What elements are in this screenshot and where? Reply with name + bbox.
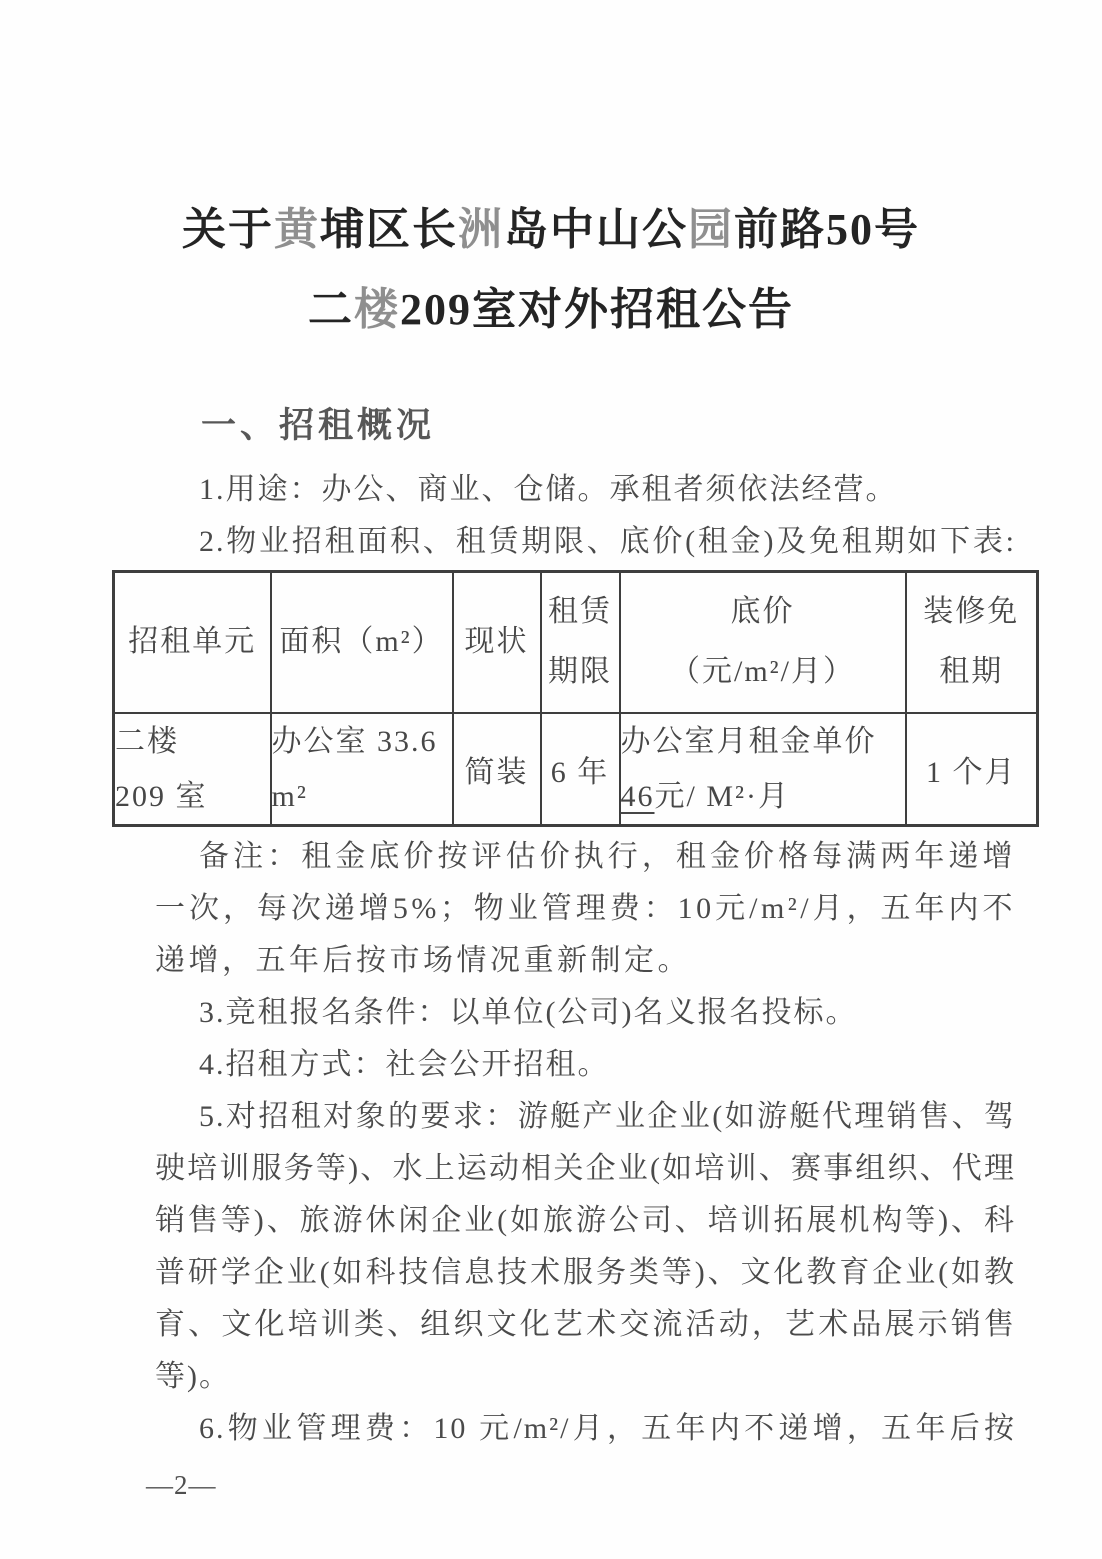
paragraph-usage: 1.用途：办公、商业、仓储。承租者须依法经营。: [199, 473, 898, 506]
header-text: 期限: [548, 655, 612, 689]
header-text: 租期: [939, 655, 1004, 689]
document-body: [115, 404, 1020, 1455]
cell-text: 办公室 33.6: [271, 724, 438, 758]
header-text: 招租单元: [128, 625, 257, 659]
underlined-price-value: 46: [620, 779, 655, 813]
title-segment: 埔区长: [320, 205, 458, 254]
page-number: —2—: [146, 1470, 217, 1500]
col-header-price: [620, 572, 906, 713]
cell-text: 二楼: [115, 724, 179, 758]
cell-text: [621, 769, 905, 824]
table-row: [114, 713, 1038, 826]
header-text: 底价: [730, 595, 795, 629]
cell-text: 209 室: [115, 779, 208, 813]
header-text: 面积（m²）: [279, 625, 444, 659]
title-segment: 前路50号: [734, 205, 920, 254]
title-segment: 209室对外招租公告: [400, 285, 794, 334]
paragraph-lease-method: 4.招租方式：社会公开招租。: [199, 1047, 610, 1081]
cell-text: 办公室月租金单价: [620, 724, 877, 758]
col-header-unit: [114, 572, 271, 713]
title-segment: 黄: [274, 205, 320, 254]
paragraph-tenant-requirements: 5.对招租对象的要求：游艇产业企业(如游艇代理销售、驾驶培训服务等)、水上运动相关企业(如培训、赛事组织、代理销售等)、旅游休闲企业(如旅游公司、培训拓展机构等)、科普研学企业(如科技信息技术服务类等)、文化教育企业(如教育、文化培训类、组织文化艺术交流活动，艺术品展示销售等)。: [155, 1099, 1016, 1393]
cell-area: [271, 713, 453, 826]
cell-status: 简装: [453, 713, 541, 826]
col-header-area: [271, 572, 453, 713]
price-unit-text: 元/ M²·月: [654, 779, 790, 813]
paragraph-management-fee: 6.物业管理费：10 元/m²/月，五年内不递增，五年后按: [199, 1411, 1016, 1445]
table-header-row: [114, 572, 1038, 713]
document-title: [0, 0, 1102, 350]
paragraph-bid-condition: 3.竞租报名条件：以单位(公司)名义报名投标。: [199, 995, 858, 1029]
paragraph-table-intro: 2.物业招租面积、租赁期限、底价(租金)及免租期如下表:: [199, 525, 1016, 558]
header-text: 现状: [464, 625, 529, 659]
title-line-2: [0, 270, 1102, 350]
header-text: 租赁: [548, 595, 612, 629]
section-heading: 一、招租概况: [201, 406, 436, 445]
cell-term: 6 年: [541, 713, 620, 826]
title-segment: 岛中山公: [504, 205, 688, 254]
col-header-free-period: [906, 572, 1038, 713]
lease-terms-table: [112, 570, 1039, 827]
header-text: 装修免: [923, 595, 1020, 629]
title-line-1: [0, 190, 1102, 270]
col-header-term: [541, 572, 620, 713]
title-segment: 关于: [182, 205, 274, 254]
header-text: （元/m²/月）: [670, 655, 855, 689]
cell-free-period: 1 个月: [906, 713, 1038, 826]
cell-unit: [114, 713, 271, 826]
paragraph-note: 备注：租金底价按评估价执行，租金价格每满两年递增一次，每次递增5%；物业管理费：10元/m²/月，五年内不递增，五年后按市场情况重新制定。: [155, 839, 1016, 977]
cell-text: m²: [271, 779, 308, 813]
title-segment: 园: [688, 205, 734, 254]
title-segment: 楼: [354, 285, 400, 334]
col-header-status: [453, 572, 541, 713]
title-segment: 二: [308, 285, 354, 334]
title-segment: 洲: [458, 205, 504, 254]
cell-price: [620, 713, 906, 826]
